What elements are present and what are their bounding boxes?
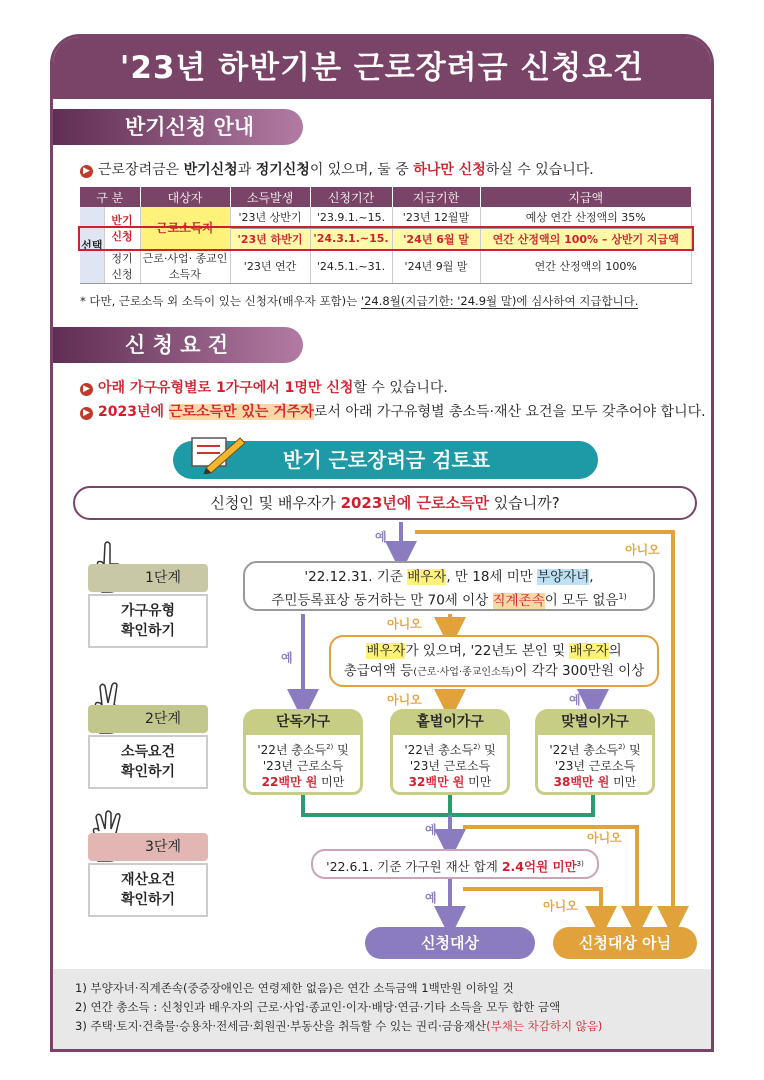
cell: '24년 9월 말: [392, 249, 480, 283]
step2-box: 소득요건 확인하기: [88, 735, 208, 789]
step1-label: 1단계: [88, 564, 208, 592]
cell: '24.5.1.~31.: [310, 249, 392, 283]
household-single-body: '22년 총소득$^{2)}$ 및 '23년 근로소득 22백만 원 미만: [243, 735, 363, 795]
step2-label: 2단계: [88, 705, 208, 733]
cell: 연간 산정액의 100% – 상반기 지급액: [480, 228, 692, 249]
cell: '24년 6월 말: [392, 228, 480, 249]
step3-box: 재산요건 확인하기: [88, 863, 208, 917]
th-target: 대상자: [140, 187, 230, 207]
household-single-earner-header: 홑벌이가구: [390, 709, 510, 735]
arrow-bullet-icon: ▶: [80, 407, 93, 420]
label-yes: 예: [375, 530, 387, 544]
label-yes: 예: [281, 651, 293, 665]
bullet-residency: ▶ 2023년에 근로소득만 있는 거주자로서 아래 가구유형별 총소득·재산 요건을 모두 갖추어야 합니다.: [80, 401, 706, 421]
footnote-2: 2) 연간 총소득 : 신청인과 배우자의 근로·사업·종교인·이자·배당·연금·기타 소득을 모두 합한 금액: [75, 1000, 561, 1014]
page-title: '23년 하반기분 근로장려금 신청요건: [53, 37, 711, 99]
th-category: 구 분: [80, 187, 140, 207]
household-dual-earner-header: 맞벌이가구: [535, 709, 655, 735]
label-yes: 예: [425, 891, 437, 905]
arrow-bullet-icon: ▶: [80, 165, 93, 178]
footnotes: [53, 969, 711, 1052]
household-single-header: 단독가구: [243, 709, 363, 735]
result-eligible: 신청대상: [365, 927, 535, 959]
asset-check-box: '22.6.1. 기준 가구원 재산 합계 2.4억원 미만$^{3)}$: [311, 849, 599, 879]
cell: '23년 12월말: [392, 207, 480, 228]
review-banner: 반기 근로장려금 검토표: [173, 441, 598, 479]
label-no: 아니오: [543, 899, 578, 913]
household-single-earner-body: '22년 총소득$^{2)}$ 및 '23년 근로소득 32백만 원 미만: [390, 735, 510, 795]
label-no: 아니오: [625, 543, 660, 557]
income-check-box: 배우자가 있으며, '22년도 본인 및 배우자의 총급여액 등(근로·사업·종교인소득)이 각각 300만원 이상: [329, 635, 659, 687]
cell: '23년 연간: [230, 249, 310, 283]
poster-frame: [50, 34, 714, 1052]
cell: 예상 연간 산정액의 35%: [480, 207, 692, 228]
th-amount: 지급액: [480, 187, 692, 207]
bullet-half-intro: ▶ 근로장려금은 반기신청과 정기신청이 있으며, 둘 중 하나만 신청하실 수 있습니다.: [80, 159, 594, 179]
th-period: 신청기간: [310, 187, 392, 207]
th-income: 소득발생: [230, 187, 310, 207]
regular-label: 정기 신청: [104, 249, 140, 283]
label-yes: 예: [425, 823, 437, 837]
th-deadline: 지급기한: [392, 187, 480, 207]
label-yes: 예: [569, 693, 581, 707]
cell: '23년 하반기: [230, 228, 310, 249]
question-box: 신청인 및 배우자가 2023년에 근로소득만 있습니까?: [73, 486, 697, 520]
cell: '23년 상반기: [230, 207, 310, 228]
select-label: 선택: [80, 207, 104, 283]
footnote-3: 3) 주택·토지·건축물·승용차·전세금·회원권·부동산을 취득할 수 있는 권리·금융재산(부채는 차감하지 않음): [75, 1019, 603, 1033]
label-no: 아니오: [587, 831, 622, 845]
table-note: * 다만, 근로소득 외 소득이 있는 신청자(배우자 포함)는 '24.8월(지급기한: '24.9월 말)에 심사하여 지급합니다.: [80, 294, 639, 308]
worker-label: 근로소득자: [140, 207, 230, 249]
regular-target: 근로·사업· 종교인소득자: [140, 249, 230, 283]
section-heading-requirements: 신 청 요 건: [53, 327, 303, 363]
half-label: 반기 신청: [104, 207, 140, 249]
step1-box: 가구유형 확인하기: [88, 594, 208, 648]
footnote-1: 1) 부양자녀·직계존속(중증장애인은 연령제한 없음)은 연간 소득금액 1백만원 이하일 것: [75, 981, 514, 995]
arrow-bullet-icon: ▶: [80, 383, 93, 396]
cell: 연간 산정액의 100%: [480, 249, 692, 283]
household-dual-earner-body: '22년 총소득$^{2)}$ 및 '23년 근로소득 38백만 원 미만: [535, 735, 655, 795]
bullet-one-per-household: ▶ 아래 가구유형별로 1가구에서 1명만 신청할 수 있습니다.: [80, 377, 448, 397]
cell: '23.9.1.~15.: [310, 207, 392, 228]
household-type-box: '22.12.31. 기준 배우자, 만 18세 미만 부양자녀, 주민등록표상 동거하는 만 70세 이상 직계존속이 모두 없음$^{1)}$: [243, 561, 655, 611]
label-no: 아니오: [387, 693, 422, 707]
label-no: 아니오: [387, 617, 422, 631]
result-not-eligible: 신청대상 아님: [553, 927, 697, 959]
step3-label: 3단계: [88, 833, 208, 861]
cell: '24.3.1.~15.: [310, 228, 392, 249]
section-heading-half: 반기신청 안내: [53, 109, 303, 145]
